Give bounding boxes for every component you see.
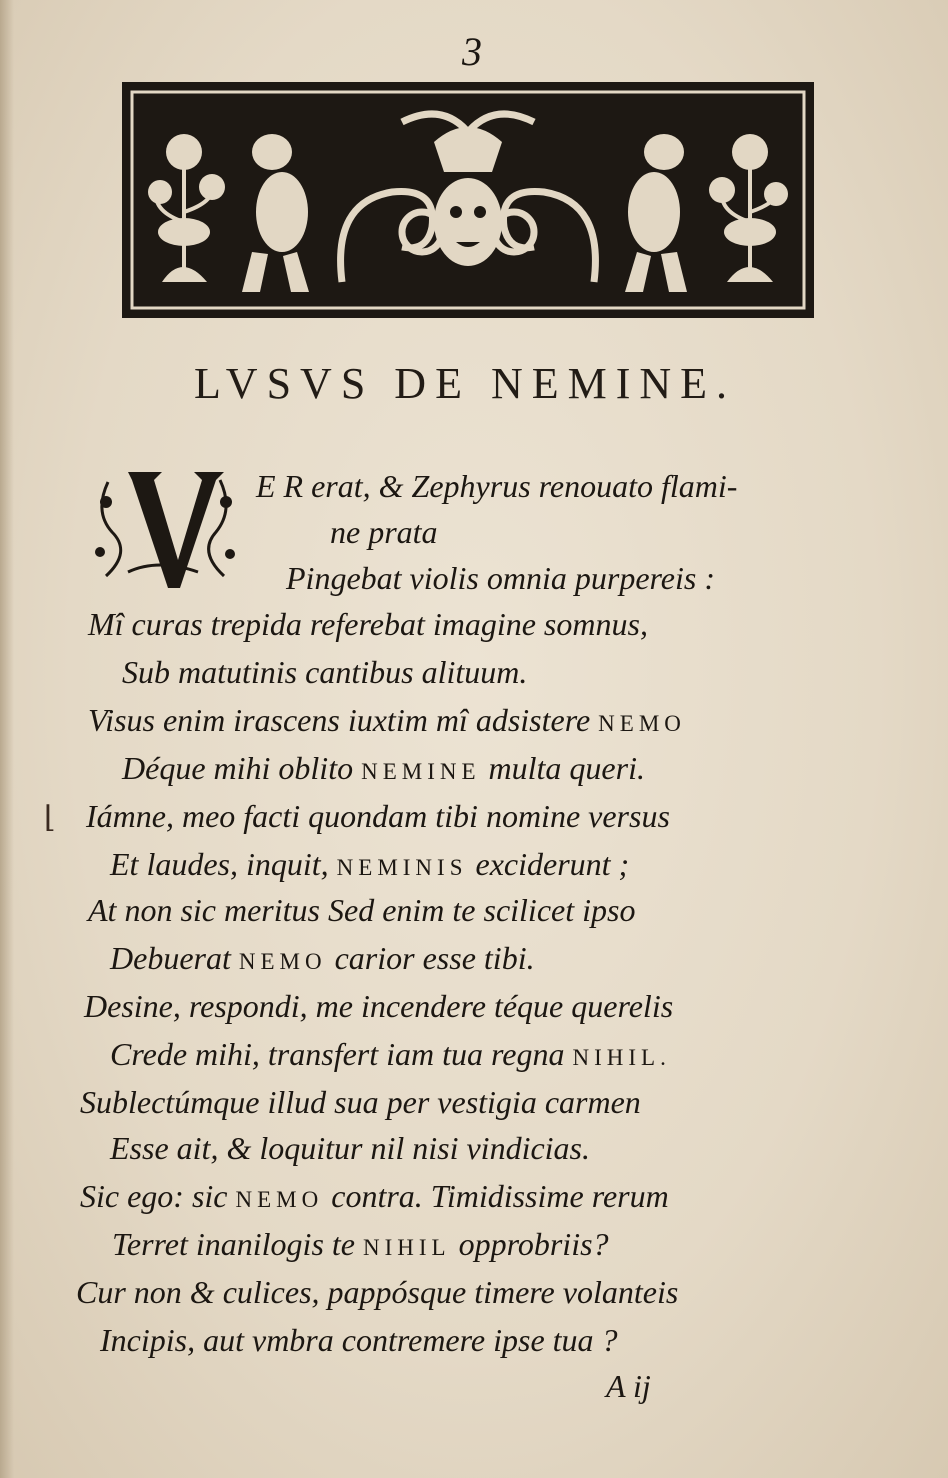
verse-text: Crede mihi, transfert iam tua regna [110,1036,573,1072]
verse-text: contra. Timidissime rerum [323,1178,669,1214]
verse-line [110,942,535,974]
verse-line [122,656,527,688]
verse-text: exciderunt ; [467,846,630,882]
verse-line [88,608,648,640]
verse-line [286,562,715,594]
verse-text: Desine, respondi, me incendere téque querelis [84,988,674,1024]
page-title: LVSVS DE NEMINE. [193,359,737,408]
small-caps-name: NEMINIS [336,855,468,880]
verse-text: At non sic meritus Sed enim te scilicet ipso [88,892,636,928]
verse-text: ne prata [330,514,438,550]
verse-text: Pingebat violis omnia purpereis : [286,560,715,596]
page-number: 3 [462,29,482,74]
verse-line [110,848,629,880]
verse-line [100,1324,618,1356]
verse-line [88,704,686,736]
verse-text: Visus enim irascens iuxtim mî adsistere [88,702,599,738]
small-caps-name: NEMINE [361,759,481,784]
verse-text: opprobriis? [450,1226,609,1262]
verse-text: Cur non & culices, pappósque timere volanteis [76,1274,679,1310]
page-edge-shadow [0,0,14,1478]
verse-text: Mî curas trepida referebat imagine somnus, [88,606,648,642]
small-caps-name: NEMO [598,711,686,736]
verse-text: Incipis, aut vmbra contremere ipse tua ? [100,1322,618,1358]
signature-mark: A ij [606,1368,651,1404]
small-caps-name: NEMO [238,949,327,974]
verse-text: multa queri. [480,750,645,786]
verse-line [110,1038,671,1070]
verse-line [84,990,673,1022]
woodcut-headpiece-ornament-icon [122,82,814,318]
verse-line [80,1180,669,1212]
verse-text: carior esse tibi. [326,940,535,976]
verse-text: Debuerat [110,940,239,976]
verse-text: Sic ego: sic [80,1178,236,1214]
verse-line [80,1086,641,1118]
verse-line [112,1228,609,1260]
verse-text: Sublectúmque illud sua per vestigia carmen [80,1084,641,1120]
margin-mark: ⌊ [44,801,56,834]
small-caps-name: NIHIL [362,1235,451,1260]
ornamental-initial-v-icon [88,462,240,590]
verse-text: Et laudes, inquit, [110,846,337,882]
verse-line [122,752,645,784]
verse-line [88,894,635,926]
small-caps-name: NEMO [235,1187,324,1212]
verse-text: Terret inanilogis te [112,1226,363,1262]
verse-text: Iámne, meo facti quondam tibi nomine versus [86,798,670,834]
verse-text: Esse ait, & loquitur nil nisi vindicias. [110,1130,590,1166]
verse-line [256,470,737,502]
verse-line [76,1276,678,1308]
verse-text: E R erat, & Zephyrus renouato flami- [256,468,738,504]
verse-text: Sub matutinis cantibus alituum. [122,654,528,690]
verse-text: Déque mihi oblito [122,750,362,786]
verse-line [330,516,438,548]
small-caps-name: NIHIL. [572,1045,671,1070]
verse-line [110,1132,590,1164]
verse-line [86,800,670,832]
